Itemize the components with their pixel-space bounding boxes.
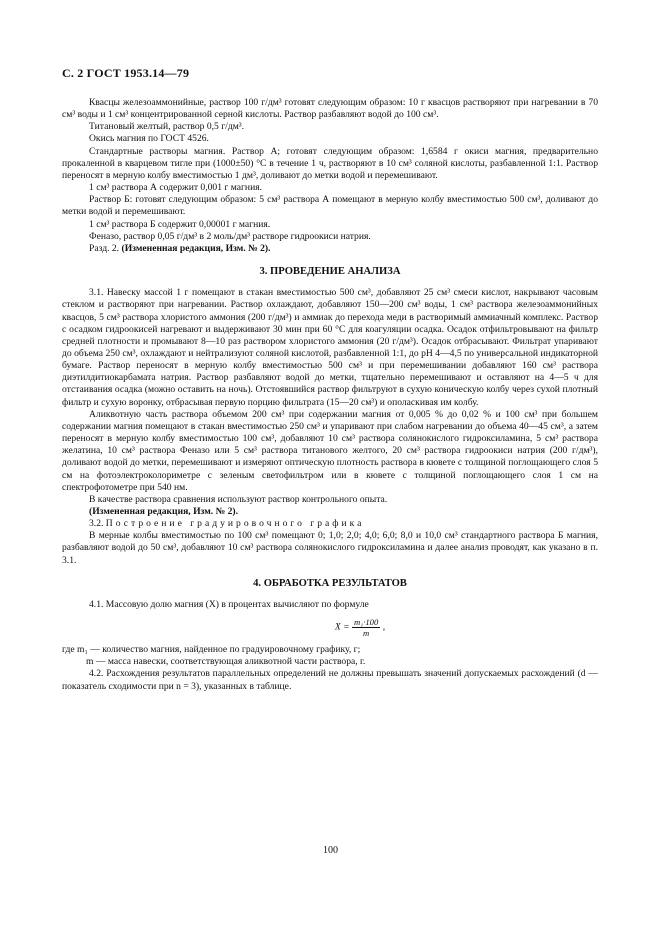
formula: [122, 617, 598, 638]
paragraph: В качестве раствора сравнения используют раствор контрольного опыта.: [89, 493, 388, 505]
paragraph: Раствор Б: готовят следующим образом: 5 см³ раствора А помещают в мерную колбу вместимостью 500 см³, доливают до метки водой и перемешивают.: [62, 194, 598, 218]
paragraph: Феназо, раствор 0,05 г/дм³ в 2 моль/дм³ растворе гидроокиси натрия.: [89, 230, 371, 242]
formula-fraction: [352, 617, 380, 638]
formula-numerator: m₁·100: [354, 617, 379, 628]
paragraph: где m₁ — количество магния, найденное по градуировочному графику, г;: [62, 644, 361, 656]
paragraph: 1 см³ раствора А содержит 0,001 г магния.: [89, 182, 263, 194]
section-ref: Разд. 2.: [89, 242, 120, 254]
formula-denominator: m: [363, 628, 370, 639]
amendment-label: (Измененная редакция, Изм. № 2).: [89, 506, 239, 517]
subsection-number: 3.2.: [89, 518, 104, 530]
paragraph: Стандартные растворы магния. Раствор А; готовят следующим образом: 1,6584 г окиси магния, предварительно прокаленной в кварцевом тигле при (1000±50) °С в течение 1 ч, растворяют в 10 см³ соляной кислоты, разбавленной 1:1. Раствор переносят в мерную колбу вместимостью 1 дм³, доливают до метки водой и перемешивают.: [62, 145, 598, 181]
formula-lhs: X =: [334, 621, 353, 633]
formula-tail: ,: [382, 621, 386, 633]
page-number: 100: [323, 845, 338, 856]
amendment-label: (Измененная редакция, Изм. № 2).: [121, 242, 271, 254]
subsection-title: Построение градуировочного графика: [105, 518, 365, 530]
paragraph: 3.1. Навеску массой 1 г помещают в стакан вместимостью 500 см³, добавляют 25 см³ смеси кислот, накрывают часовым стеклом и растворяют при нагревании. Раствор охлаждают, добавляют 150—200 см³ воды, 1 см³ раствора железоаммонийных квасцов, 5 см³ раствора хлористого аммония (200 г/дм³) и аммиак до перехода меди в растворимый аммиачный комплекс. Раствор с осадком гидроокисей нагревают и выдерживают 30 мин при 60 °С для коагуляции осадка. Осадок отфильтровывают на фильтр средней плотности и промывают 8—10 раз раствором хлористого аммония (20 г/дм³). Осадок отбрасывают. Фильтрат упаривают до объема 250 см³, охлаждают и нейтрализуют соляной кислотой, разбавленной 1:1, до рН 4—4,5 по универсальной индикаторной бумаге. Раствор переносят в мерную колбу вместимостью 500 см³ и при перемешивании добавляют 160 см³ раствора диэтилдитиокарбамата натрия. Раствор разбавляют водой до метки, тщательно перемешивают и оставляют на 4—5 ч для отстаивания осадка (можно оставить на ночь). Отстоявшийся раствор фильтруют в сухую коническую колбу через сухой плотный фильтр и сухую воронку, отбрасывая первую порцию фильтрата (15—20 см³) и ополаскивая им колбу.: [62, 287, 598, 408]
subsection-heading: [62, 518, 598, 530]
document-body: [62, 97, 598, 693]
paragraph: 4.2. Расхождения результатов параллельных определений не должны превышать значений допускаемых расхождений (d — показатель сходимости при n = 3), указанных в таблице.: [62, 668, 598, 692]
paragraph: Титановый желтый, раствор 0,5 г/дм³.: [89, 121, 245, 133]
paragraph: Квасцы железоаммонийные, раствор 100 г/дм³ готовят следующим образом: 10 г квасцов растворяют при нагревании в 70 см³ воды и 1 см³ концентрированной серной кислоты. Раствор разбавляют водой до 100 см³.: [62, 97, 598, 121]
paragraph: В мерные колбы вместимостью по 100 см³ помещают 0; 1,0; 2,0; 4,0; 6,0; 8,0 и 10,0 см³ стандартного раствора Б магния, разбавляют водой до 50 см³, добавляют 10 см³ раствора солянокислого гидроксиламина и далее анализ проводят, как указано в п. 3.1.: [62, 530, 598, 566]
paragraph: m — масса навески, соответствующая аликвотной части раствора, г.: [86, 656, 366, 668]
section-heading: 3. ПРОВЕДЕНИЕ АНАЛИЗА: [259, 266, 401, 278]
paragraph: Аликвотную часть раствора объемом 200 см³ при содержании магния от 0,005 % до 0,02 % и 100 см³ при большем содержании магния помещают в стакан вместимостью 250 см³ и упаривают при слабом нагревании до объема 40—45 см³, а затем переносят в мерную колбу вместимостью 100 см³, добавляют 10 см³ раствора солянокислого гидроксиламина, 5 см³ раствора желатина, 10 см³ раствора Феназо или 5 см³ раствора титанового желтого, 20 см³ раствора гидроокиси натрия (200 г/дм³), доливают водой до метки, перемешивают и измеряют оптическую плотность раствора в кювете с толщиной поглощающего слоя 5 см на фотоэлектроколориметре с зеленым светофильтром или в кювете с толщиной поглощающего слоя 1 см на спектрофотометре при 540 нм.: [62, 408, 598, 493]
paragraph: 1 см³ раствора Б содержит 0,00001 г магния.: [89, 218, 271, 230]
amendment-note: [62, 243, 598, 255]
paragraph: 4.1. Массовую долю магния (X) в процентах вычисляют по формуле: [89, 598, 369, 610]
section-heading: 4. ОБРАБОТКА РЕЗУЛЬТАТОВ: [253, 577, 407, 589]
page-header: С. 2 ГОСТ 1953.14—79: [62, 66, 190, 80]
paragraph: Окись магния по ГОСТ 4526.: [89, 133, 209, 145]
